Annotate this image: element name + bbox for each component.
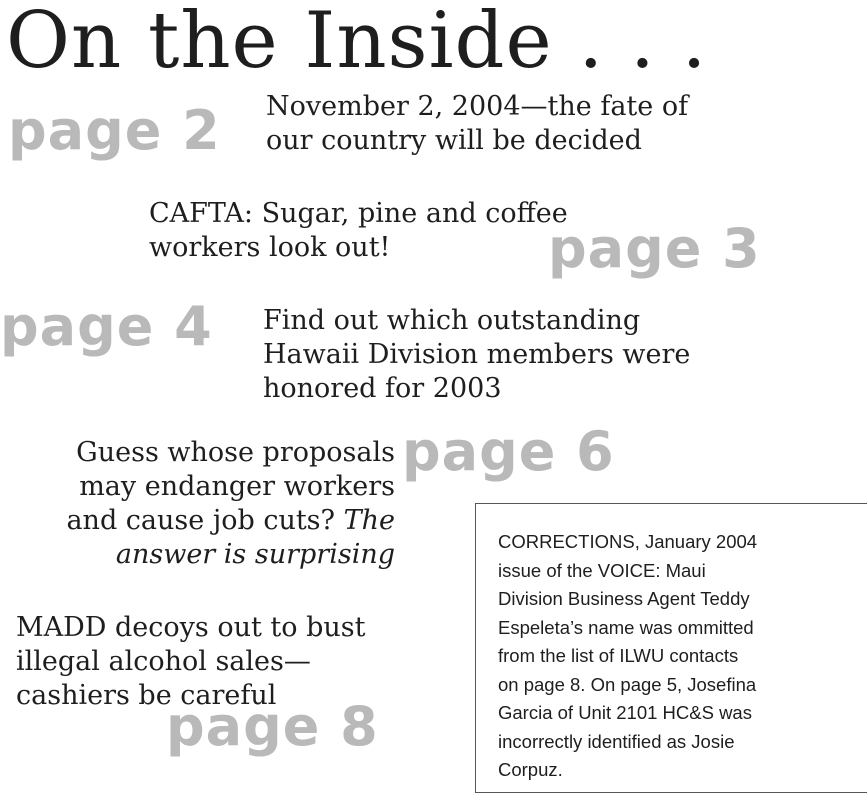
page-3-blurb [149,197,568,265]
blurb-line: may endanger workers [79,471,395,502]
page-4-blurb [263,304,690,406]
blurb-line: our country will be decided [266,125,642,156]
blurb-line: CAFTA: Sugar, pine and coffee [149,198,568,229]
corrections-line: issue of the VOICE: Maui [498,559,706,581]
corrections-box [475,503,867,793]
corrections-line: Garcia of Unit 2101 HC&S was [498,702,752,723]
corrections-line: Corpuz. [498,759,563,780]
corrections-line: CORRECTIONS, January 2004 [498,531,758,552]
corrections-line: Espeleta’s name was ommitted [498,616,754,638]
page-2-blurb [266,90,688,158]
blurb-line: Find out which outstanding [263,305,641,336]
blurb-line: Hawaii Division members were [263,339,691,370]
blurb-italic-text: answer is surprising [115,539,395,570]
blurb-italic-text: The [343,505,395,536]
corrections-line: on page 8. On page 5, Josefina [498,673,757,695]
blurb-line: MADD decoys out to bust [16,612,366,643]
page-2-label: page 2 [8,99,221,162]
blurb-line [66,538,395,572]
blurb-line: November 2, 2004—the fate of [266,91,689,122]
corrections-line: from the list of ILWU contacts [498,645,739,666]
blurb-text: and cause job cuts? [66,505,344,536]
blurb-line: illegal alcohol sales— [16,646,311,677]
blurb-line: Guess whose proposals [76,437,395,468]
page-3-label: page 3 [548,217,761,280]
page-title: On the Inside . . . [6,0,708,86]
page-6-label: page 6 [402,420,615,483]
page-6-blurb [66,436,395,572]
blurb-line [66,504,395,538]
blurb-line: cashiers be careful [16,680,277,711]
corrections-line: incorrectly identified as Josie [498,730,735,752]
blurb-line: honored for 2003 [263,373,502,404]
blurb-line: workers look out! [149,232,391,263]
corrections-line: Division Business Agent Teddy [498,588,750,609]
page-4-label: page 4 [0,295,213,358]
page-8-label: page 8 [166,695,379,758]
